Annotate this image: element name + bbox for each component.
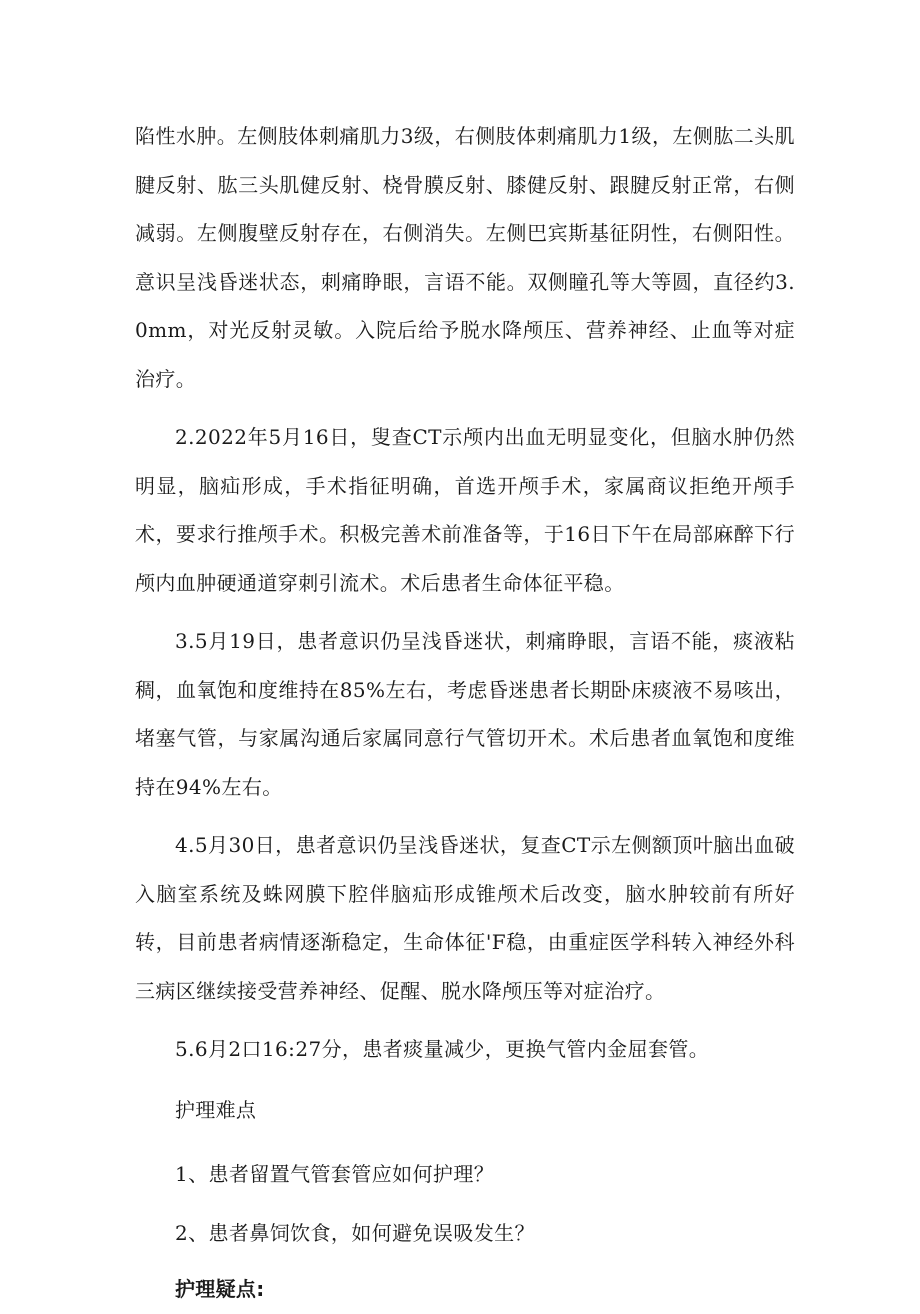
paragraph-item-2: 2.2022年5月16日，叟查CT示颅内出血无明显变化，但脑水肿仍然明显，脑疝形成，手术指征明确，首选开颅手术，家属商议拒绝开颅手术，要求行推颅手术。积极完善术前准备等，于16日下午在局部麻醉下行颅内血肿硬通道穿刺引流术。术后患者生命体征平稳。 [135,425,795,595]
paragraph-exam-findings: 陷性水肿。左侧肢体刺痛肌力3级，右侧肢体刺痛肌力1级，左侧肱二头肌腱反射、肱三头肌健反射、桡骨膜反射、膝健反射、跟腱反射正常，右侧减弱。左侧腹壁反射存在，右侧消失。左侧巴宾斯基征阴性，右侧阳性。意识呈浅昏迷状态，刺痛睁眼，言语不能。双侧瞳孔等大等圆，直径约3.0mm，对光反射灵敏。入院后给予脱水降颅压、营养神经、止血等对症治疗。 [135,124,795,391]
difficulty-item-2: 2、患者鼻饲饮食，如何避免误吸发生？ [175,1220,535,1245]
paragraph-item-4: 4.5月30日，患者意识仍呈浅昏迷状，复查CT示左侧额顶叶脑出血破入脑室系统及蛛网膜下腔伴脑疝形成锥颅术后改变，脑水肿较前有所好转，目前患者病情逐渐稳定，生命体征'F稳，由重症医学科转入神经外科三病区继续接受营养神经、促醒、脱水降颅压等对症治疗。 [135,833,795,1003]
paragraph-item-3: 3.5月19日，患者意识仍呈浅昏迷状，刺痛睁眼，言语不能，痰液粘稠，血氧饱和度维持在85%左右，考虑昏迷患者长期卧床痰液不易咳出，堵塞气管，与家属沟通后家属同意行气管切开术。术后患者血氧饱和度维持在94%左右。 [135,629,795,799]
paragraph-item-5: 5.6月2口16:27分，患者痰量减少，更换气管内金屈套管。 [175,1037,710,1061]
section-title-nursing-difficulties: 护理难点 [175,1097,257,1122]
difficulty-item-1: 1、患者留置气管套管应如何护理？ [175,1162,495,1186]
document-body [135,112,795,1314]
section-title-nursing-doubts: 护理疑点: [175,1277,265,1301]
